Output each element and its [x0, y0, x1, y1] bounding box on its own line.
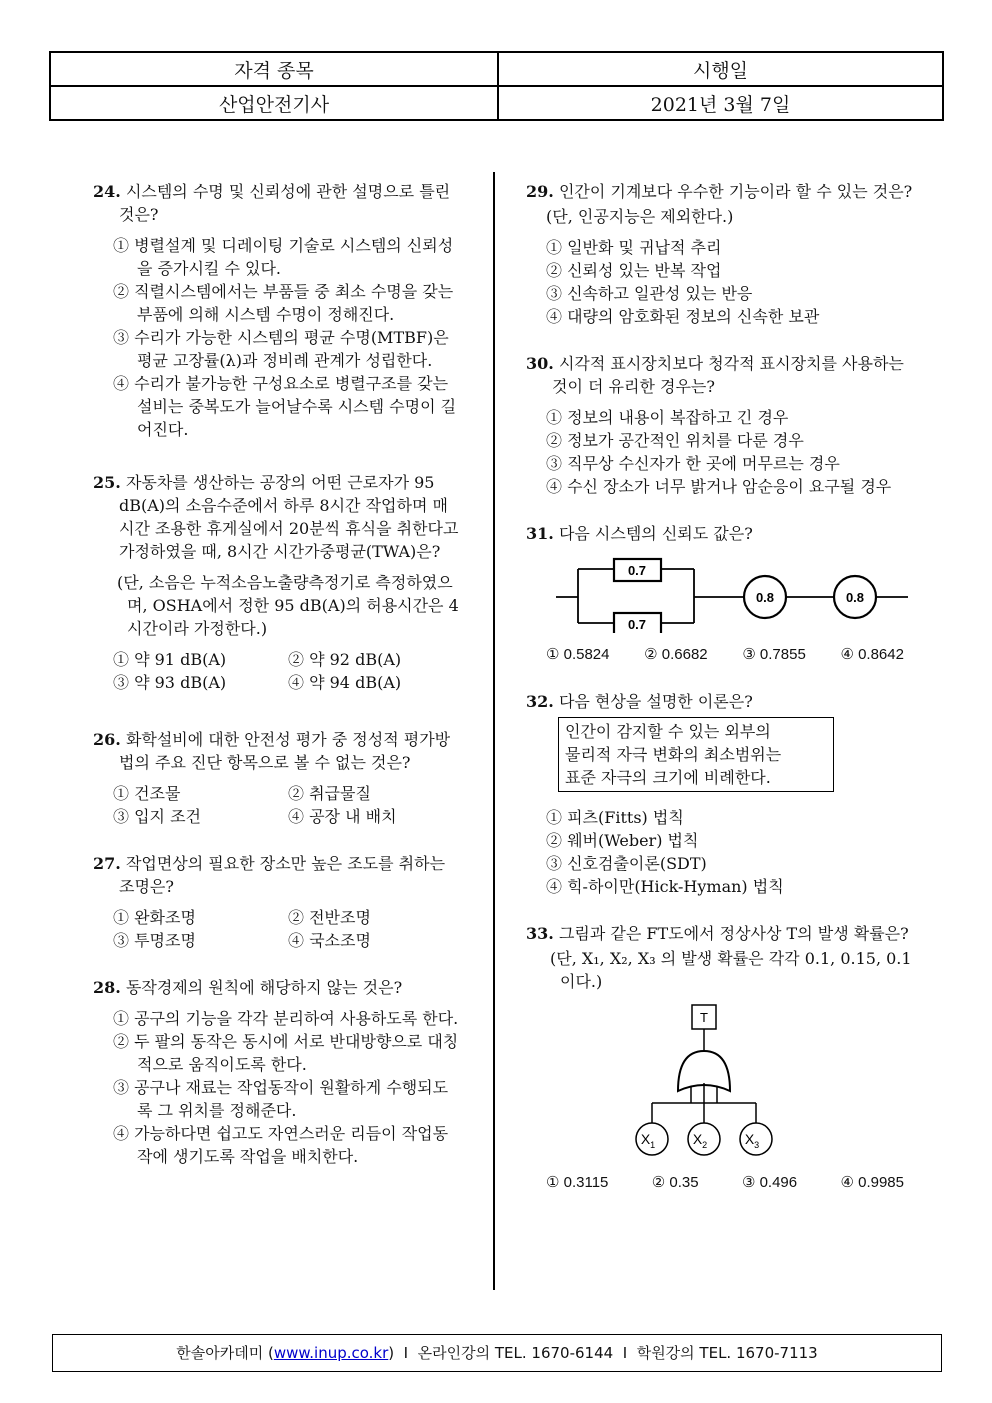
block-bottom-label: 0.7 [627, 617, 647, 632]
question-31 [526, 522, 918, 666]
box-line: 인간이 감지할 수 있는 외부의 [565, 722, 771, 741]
question-text: 27. 작업면상의 필요한 장소만 높은 조도를 취하는 조명은? [93, 854, 446, 896]
question-text: 32. 다음 현상을 설명한 이론은? [526, 692, 753, 711]
option-3[interactable]: ③ 수리가 가능한 시스템의 평균 수명(MTBF)은 평균 고장률(λ)과 정비례 관계가 성립한다. [113, 328, 449, 370]
question-33 [526, 922, 918, 1194]
option-4[interactable]: ④ 0.8642 [840, 646, 904, 663]
option-1[interactable]: ① 병렬설계 및 디레이팅 기술로 시스템의 신뢰성을 증가시킬 수 있다. [113, 236, 454, 278]
event-x3-label: $X_3$ [744, 1131, 760, 1150]
question-text: 31. 다음 시스템의 신뢰도 값은? [526, 524, 753, 543]
page-footer: 한솔아카데미 (www.inup.co.kr) I 온라인강의 TEL. 1670-6144 I 학원강의 TEL. 1670-7113 [52, 1334, 942, 1372]
option-2[interactable]: ② 직렬시스템에서는 부품들 중 최소 수명을 갖는 부품에 의해 시스템 수명이 정해진다. [113, 282, 454, 324]
option-1[interactable]: ① 정보의 내용이 복잡하고 긴 경우 [546, 408, 789, 427]
option-4[interactable]: ④ 수리가 불가능한 구성요소로 병렬구조를 갖는 설비는 중복도가 늘어날수록 시스템 수명이 길어진다. [113, 374, 457, 439]
footer-separator: I [622, 1344, 628, 1362]
footer-academy-phone: 학원강의 TEL. 1670-7113 [636, 1344, 818, 1362]
option-1[interactable]: ① 0.5824 [546, 646, 610, 663]
question-note: (단, 인공지능은 제외한다.) [546, 207, 734, 226]
event-x2-label: $X_2$ [692, 1131, 708, 1150]
option-2[interactable]: ② 0.6682 [644, 646, 708, 663]
series-node-1-label: 0.8 [755, 590, 775, 605]
option-4[interactable]: ④ 국소조명 [288, 931, 371, 950]
question-text: 25. 자동차를 생산하는 공장의 어떤 근로자가 95 dB(A)의 소음수준에서 하루 8시간 작업하며 매 시간 조용한 휴게실에서 20분씩 휴식을 취한다고 가정하였을 때, 8시간 시간가중평균(TWA)은? [93, 473, 459, 561]
block-top-label: 0.7 [627, 563, 647, 578]
question-24 [93, 180, 463, 441]
question-text: 33. 그림과 같은 FT도에서 정상사상 T의 발생 확률은? [526, 924, 909, 943]
question-27 [93, 852, 463, 952]
question-text: 24. 시스템의 수명 및 신뢰성에 관한 설명으로 틀린 것은? [93, 182, 451, 224]
option-4[interactable]: ④ 약 94 dB(A) [288, 673, 402, 692]
options-grid [93, 782, 463, 828]
options-grid [93, 906, 463, 952]
option-3[interactable]: ③ 신속하고 일관성 있는 반응 [546, 284, 753, 303]
left-column [93, 180, 463, 1192]
question-26 [93, 728, 463, 828]
question-note: (단, 소음은 누적소음노출량측정기로 측정하였으며, OSHA에서 정한 95 dB(A)의 허용시간은 4시간이라 가정한다.) [117, 573, 459, 638]
option-4[interactable]: ④ 공장 내 배치 [288, 807, 397, 826]
options-row [526, 1171, 918, 1194]
question-text: 26. 화학설비에 대한 안전성 평가 중 정성적 평가방법의 주요 진단 항목으로 볼 수 없는 것은? [93, 730, 451, 772]
option-2[interactable]: ② 약 92 dB(A) [288, 650, 402, 669]
option-1[interactable]: ① 피츠(Fitts) 법칙 [546, 808, 684, 827]
option-3[interactable]: ③ 약 93 dB(A) [113, 673, 227, 692]
option-2[interactable]: ② 웨버(Weber) 법칙 [546, 831, 699, 850]
question-28 [93, 976, 463, 1168]
header-label-date: 시행일 [498, 52, 943, 86]
quoted-statement-box [558, 717, 834, 792]
option-1[interactable]: ① 약 91 dB(A) [113, 650, 227, 669]
footer-online-phone: 온라인강의 TEL. 1670-6144 [417, 1344, 614, 1362]
series-node-2-label: 0.8 [845, 590, 865, 605]
question-32 [526, 690, 918, 898]
option-2[interactable]: ② 두 팔의 동작은 동시에 서로 반대방향으로 대칭적으로 움직이도록 한다. [113, 1032, 459, 1074]
option-4[interactable]: ④ 가능하다면 쉽고도 자연스러운 리듬이 작업동작에 생기도록 작업을 배치한다. [113, 1124, 449, 1166]
fault-tree-diagram [526, 1001, 918, 1161]
option-4[interactable]: ④ 0.9985 [840, 1174, 904, 1191]
header-value-qualification: 산업안전기사 [50, 86, 498, 120]
option-3[interactable]: ③ 신호검출이론(SDT) [546, 854, 707, 873]
option-4[interactable]: ④ 힉-하이만(Hick-Hyman) 법칙 [546, 877, 784, 896]
header-value-date: 2021년 3월 7일 [498, 86, 943, 120]
option-2[interactable]: ② 정보가 공간적인 위치를 다룬 경우 [546, 431, 804, 450]
question-text: 30. 시각적 표시장치보다 청각적 표시장치를 사용하는 것이 더 유리한 경우는? [526, 354, 904, 396]
question-25 [93, 471, 463, 694]
option-3[interactable]: ③ 0.496 [741, 1174, 798, 1191]
option-3[interactable]: ③ 입지 조건 [113, 807, 201, 826]
right-column [526, 180, 918, 1218]
option-2[interactable]: ② 전반조명 [288, 908, 371, 927]
question-30 [526, 352, 918, 498]
option-1[interactable]: ① 공구의 기능을 각각 분리하여 사용하도록 한다. [113, 1009, 459, 1028]
option-1[interactable]: ① 건조물 [113, 784, 181, 803]
box-line: 물리적 자극 변화의 최소범위는 [565, 745, 782, 764]
column-divider [493, 172, 495, 1290]
footer-separator: I [403, 1344, 409, 1362]
footer-brand: 한솔아카데미 [176, 1344, 264, 1362]
option-2[interactable]: ② 0.35 [651, 1174, 699, 1191]
option-4[interactable]: ④ 수신 장소가 너무 밝거나 암순응이 요구될 경우 [546, 477, 892, 496]
option-1[interactable]: ① 완화조명 [113, 908, 196, 927]
header-label-qualification: 자격 종목 [50, 52, 498, 86]
option-3[interactable]: ③ 공구나 재료는 작업동작이 원활하게 수행되도록 그 위치를 정해준다. [113, 1078, 449, 1120]
reliability-block-diagram [526, 553, 918, 633]
question-text: 28. 동작경제의 원칙에 해당하지 않는 것은? [93, 978, 403, 997]
option-3[interactable]: ③ 직무상 수신자가 한 곳에 머무르는 경우 [546, 454, 840, 473]
option-3[interactable]: ③ 0.7855 [742, 646, 806, 663]
option-1[interactable]: ① 일반화 및 귀납적 추리 [546, 238, 722, 257]
options-grid [93, 648, 463, 694]
exam-header-table [49, 51, 944, 121]
option-2[interactable]: ② 신뢰성 있는 반복 작업 [546, 261, 722, 280]
option-4[interactable]: ④ 대량의 암호화된 정보의 신속한 보관 [546, 307, 820, 326]
question-29 [526, 180, 918, 328]
option-2[interactable]: ② 취급물질 [288, 784, 371, 803]
option-3[interactable]: ③ 투명조명 [113, 931, 196, 950]
top-event-label: T [700, 1010, 708, 1025]
option-1[interactable]: ① 0.3115 [546, 1174, 609, 1191]
box-line: 표준 자극의 크기에 비례한다. [565, 768, 771, 787]
options-row [526, 643, 918, 666]
question-text: 29. 인간이 기계보다 우수한 기능이라 할 수 있는 것은? [526, 182, 913, 201]
footer-website-link[interactable]: www.inup.co.kr [273, 1344, 389, 1362]
event-x1-label: $X_1$ [640, 1131, 656, 1150]
question-note: (단, X₁, X₂, X₃ 의 발생 확률은 각각 0.1, 0.15, 0.1 이다.) [550, 949, 912, 991]
